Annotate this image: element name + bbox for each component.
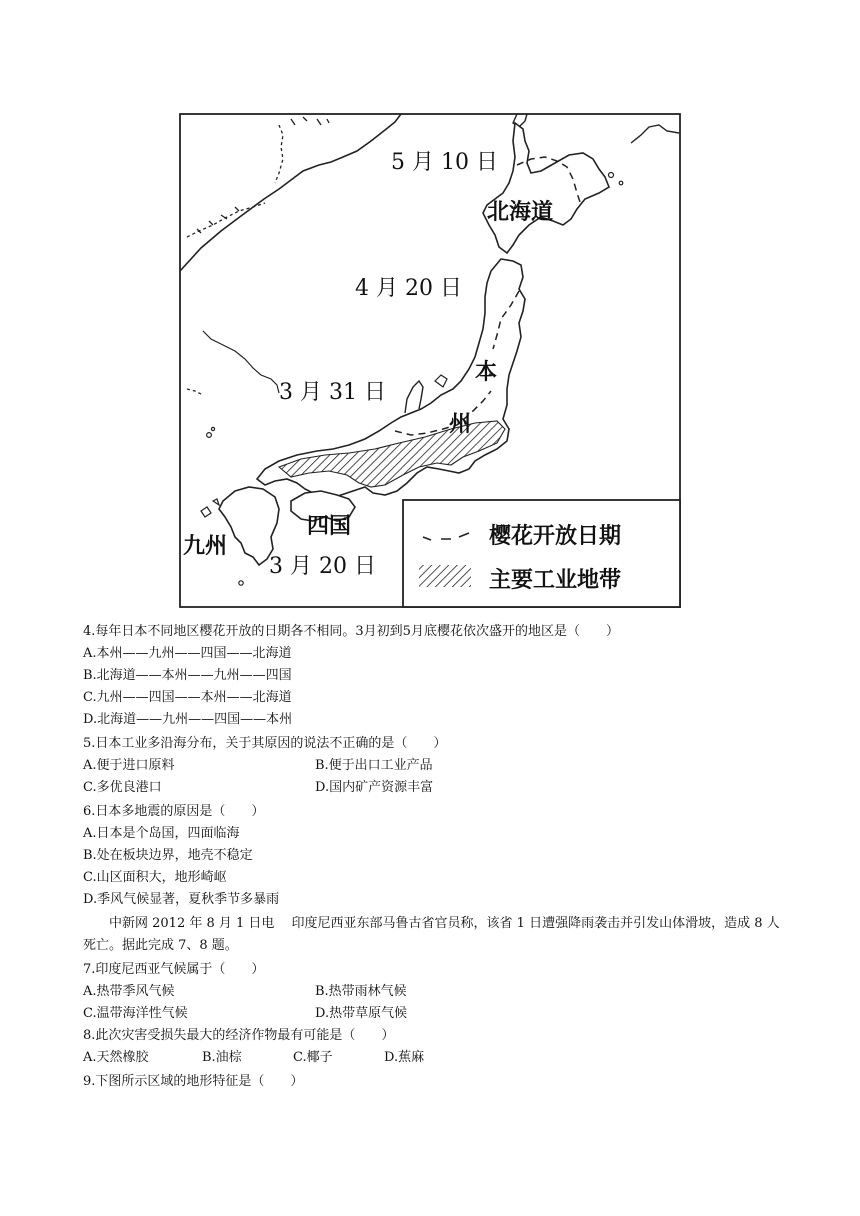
legend-hatch-symbol	[419, 565, 471, 587]
legend-industry-label: 主要工业地带	[489, 568, 622, 593]
label-mar20: 3 月 20 日	[269, 554, 376, 579]
question-stem: 4.每年日本不同地区樱花开放的日期各不相同。3月初到5月底樱花依次盛开的地区是（ ）	[83, 624, 619, 639]
option-b: B.便于出口工业产品	[315, 758, 433, 773]
option-a: A.日本是个岛国，四面临海	[83, 826, 240, 841]
legend-bloom-label: 樱花开放日期	[489, 524, 622, 549]
option-d: D.热带草原气候	[315, 1006, 408, 1021]
label-hokkaido: 北海道	[487, 200, 554, 225]
japan-map	[179, 113, 681, 608]
question-stem: 7.印度尼西亚气候属于（ ）	[83, 962, 265, 977]
option-a: A.热带季风气候	[83, 984, 175, 999]
option-c: C.山区面积大，地形崎岖	[83, 870, 227, 885]
question-stem: 9.下图所示区域的地形特征是（ ）	[83, 1074, 304, 1089]
option-a: A.天然橡胶	[83, 1050, 149, 1065]
option-c: C.椰子	[293, 1050, 333, 1065]
label-mar31: 3 月 31 日	[279, 380, 386, 405]
label-kyushu: 九州	[183, 534, 228, 559]
option-a: A.便于进口原料	[83, 758, 175, 773]
option-d: D.蕉麻	[384, 1050, 425, 1065]
label-apr20: 4 月 20 日	[355, 276, 462, 301]
option-a: A.本州——九州——四国——北海道	[83, 646, 292, 661]
option-b: B.北海道——本州——九州——四国	[83, 668, 292, 683]
question-stem: 5.日本工业多沿海分布，关于其原因的说法不正确的是（ ）	[83, 736, 447, 751]
option-d: D.国内矿产资源丰富	[315, 780, 434, 795]
label-shikoku: 四国	[307, 514, 352, 539]
label-honshu-1: 本	[475, 360, 498, 385]
option-b: B.处在板块边界，地壳不稳定	[83, 848, 253, 863]
reading-passage: 中新网 2012 年 8 月 1 日电 印度尼西亚东部马鲁古省官员称，该省 1 日遭强降雨袭击并引发山体滑坡，造成 8 人死亡。据此完成 7、8 题。	[83, 916, 780, 953]
option-d: D.季风气候显著，夏秋季节多暴雨	[83, 892, 280, 907]
option-b: B.油棕	[202, 1050, 242, 1065]
question-stem: 8.此次灾害受损失最大的经济作物最有可能是（ ）	[83, 1028, 395, 1043]
option-c: C.温带海洋性气候	[83, 1006, 188, 1021]
label-may10: 5 月 10 日	[391, 150, 498, 175]
question-stem: 6.日本多地震的原因是（ ）	[83, 804, 265, 819]
label-honshu-2: 州	[449, 412, 472, 437]
option-d: D.北海道——九州——四国——本州	[83, 712, 293, 727]
option-b: B.热带雨林气候	[315, 984, 407, 999]
option-c: C.九州——四国——本州——北海道	[83, 690, 292, 705]
option-c: C.多优良港口	[83, 780, 162, 795]
